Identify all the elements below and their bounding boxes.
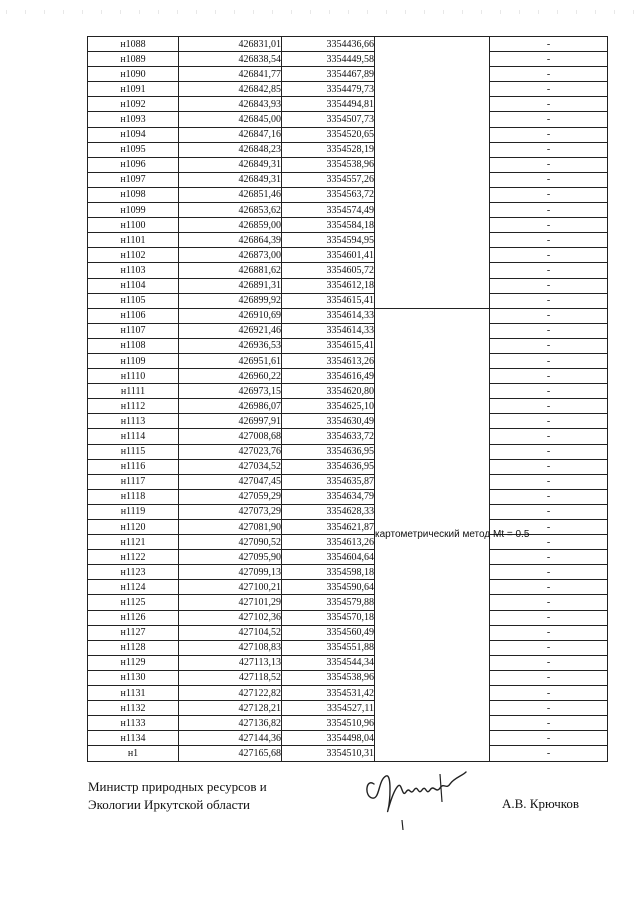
dash-cell: -: [490, 686, 608, 701]
y-coordinate-cell: 3354494,81: [282, 97, 375, 112]
point-id-cell: н1132: [88, 701, 179, 716]
dash-cell: -: [490, 112, 608, 127]
point-id-cell: н1090: [88, 67, 179, 82]
x-coordinate-cell: 427104,52: [179, 625, 282, 640]
y-coordinate-cell: 3354630,49: [282, 414, 375, 429]
dash-cell: -: [490, 535, 608, 550]
point-id-cell: н1109: [88, 353, 179, 368]
table-row: [88, 112, 608, 127]
table-row: [88, 686, 608, 701]
coordinates-table: [87, 36, 608, 762]
point-id-cell: н1103: [88, 263, 179, 278]
dash-cell: -: [490, 218, 608, 233]
table-row: [88, 520, 608, 535]
dash-cell: -: [490, 52, 608, 67]
x-coordinate-cell: 426831,01: [179, 37, 282, 52]
point-id-cell: н1108: [88, 338, 179, 353]
y-coordinate-cell: 3354538,96: [282, 157, 375, 172]
x-coordinate-cell: 426845,00: [179, 112, 282, 127]
point-id-cell: н1094: [88, 127, 179, 142]
dash-cell: -: [490, 187, 608, 202]
table-row: [88, 716, 608, 731]
y-coordinate-cell: 3354574,49: [282, 203, 375, 218]
table-row: [88, 640, 608, 655]
y-coordinate-cell: 3354563,72: [282, 187, 375, 202]
table-row: [88, 489, 608, 504]
y-coordinate-cell: 3354507,73: [282, 112, 375, 127]
x-coordinate-cell: 426921,46: [179, 323, 282, 338]
table-row: [88, 399, 608, 414]
signatory-name: А.В. Крючков: [502, 796, 580, 811]
point-id-cell: н1089: [88, 52, 179, 67]
point-id-cell: н1097: [88, 172, 179, 187]
dash-cell: -: [490, 610, 608, 625]
point-id-cell: н1117: [88, 474, 179, 489]
point-id-cell: н1121: [88, 535, 179, 550]
signatory-position-line1: Министр природных ресурсов и: [88, 779, 267, 794]
point-id-cell: н1118: [88, 489, 179, 504]
point-id-cell: н1106: [88, 308, 179, 323]
table-row: [88, 37, 608, 52]
dash-cell: -: [490, 580, 608, 595]
dash-cell: -: [490, 504, 608, 519]
point-id-cell: н1095: [88, 142, 179, 157]
dash-cell: -: [490, 369, 608, 384]
table-row: [88, 369, 608, 384]
point-id-cell: н1125: [88, 595, 179, 610]
y-coordinate-cell: 3354598,18: [282, 565, 375, 580]
x-coordinate-cell: 427128,21: [179, 701, 282, 716]
y-coordinate-cell: 3354510,31: [282, 746, 375, 761]
dash-cell: -: [490, 459, 608, 474]
x-coordinate-cell: 426899,92: [179, 293, 282, 308]
y-coordinate-cell: 3354635,87: [282, 474, 375, 489]
x-coordinate-cell: 427108,83: [179, 640, 282, 655]
y-coordinate-cell: 3354615,41: [282, 338, 375, 353]
x-coordinate-cell: 426851,46: [179, 187, 282, 202]
scan-artifact-line: [0, 10, 640, 14]
y-coordinate-cell: 3354520,65: [282, 127, 375, 142]
y-coordinate-cell: 3354510,96: [282, 716, 375, 731]
x-coordinate-cell: 427081,90: [179, 520, 282, 535]
table-row: [88, 233, 608, 248]
point-id-cell: н1130: [88, 670, 179, 685]
y-coordinate-cell: 3354551,88: [282, 640, 375, 655]
x-coordinate-cell: 427023,76: [179, 444, 282, 459]
point-id-cell: н1101: [88, 233, 179, 248]
method-cell: картометрический метод Mt = 0.5: [375, 308, 490, 761]
x-coordinate-cell: 426951,61: [179, 353, 282, 368]
dash-cell: -: [490, 338, 608, 353]
table-row: [88, 353, 608, 368]
point-id-cell: н1107: [88, 323, 179, 338]
table-row: [88, 459, 608, 474]
point-id-cell: н1112: [88, 399, 179, 414]
coordinates-table-body: [88, 37, 608, 762]
x-coordinate-cell: 426986,07: [179, 399, 282, 414]
table-row: [88, 384, 608, 399]
y-coordinate-cell: 3354528,19: [282, 142, 375, 157]
x-coordinate-cell: 426848,23: [179, 142, 282, 157]
y-coordinate-cell: 3354633,72: [282, 429, 375, 444]
table-row: [88, 444, 608, 459]
y-coordinate-cell: 3354636,95: [282, 459, 375, 474]
table-row: [88, 338, 608, 353]
table-row: [88, 565, 608, 580]
table-row: [88, 308, 608, 323]
y-coordinate-cell: 3354616,49: [282, 369, 375, 384]
table-row: [88, 323, 608, 338]
point-id-cell: н1134: [88, 731, 179, 746]
dash-cell: -: [490, 142, 608, 157]
y-coordinate-cell: 3354613,26: [282, 535, 375, 550]
x-coordinate-cell: 426843,93: [179, 97, 282, 112]
x-coordinate-cell: 427102,36: [179, 610, 282, 625]
y-coordinate-cell: 3354621,87: [282, 520, 375, 535]
point-id-cell: н1091: [88, 82, 179, 97]
x-coordinate-cell: 427073,29: [179, 504, 282, 519]
dash-cell: -: [490, 550, 608, 565]
point-id-cell: н1115: [88, 444, 179, 459]
table-row: [88, 97, 608, 112]
y-coordinate-cell: 3354560,49: [282, 625, 375, 640]
table-row: [88, 670, 608, 685]
point-id-cell: н1113: [88, 414, 179, 429]
point-id-cell: н1092: [88, 97, 179, 112]
x-coordinate-cell: 426960,22: [179, 369, 282, 384]
table-row: [88, 293, 608, 308]
table-row: [88, 67, 608, 82]
dash-cell: -: [490, 640, 608, 655]
y-coordinate-cell: 3354449,58: [282, 52, 375, 67]
table-row: [88, 414, 608, 429]
x-coordinate-cell: 426910,69: [179, 308, 282, 323]
x-coordinate-cell: 427047,45: [179, 474, 282, 489]
y-coordinate-cell: 3354531,42: [282, 686, 375, 701]
table-row: [88, 731, 608, 746]
table-row: [88, 157, 608, 172]
y-coordinate-cell: 3354605,72: [282, 263, 375, 278]
table-row: [88, 187, 608, 202]
x-coordinate-cell: 426997,91: [179, 414, 282, 429]
point-id-cell: н1105: [88, 293, 179, 308]
point-id-cell: н1088: [88, 37, 179, 52]
table-row: [88, 263, 608, 278]
point-id-cell: н1133: [88, 716, 179, 731]
y-coordinate-cell: 3354614,33: [282, 308, 375, 323]
x-coordinate-cell: 426853,62: [179, 203, 282, 218]
dash-cell: -: [490, 655, 608, 670]
point-id-cell: н1124: [88, 580, 179, 595]
y-coordinate-cell: 3354612,18: [282, 278, 375, 293]
dash-cell: -: [490, 429, 608, 444]
x-coordinate-cell: 427008,68: [179, 429, 282, 444]
handwritten-signature-image: [362, 762, 472, 832]
y-coordinate-cell: 3354436,66: [282, 37, 375, 52]
dash-cell: -: [490, 82, 608, 97]
table-row: [88, 142, 608, 157]
table-row: [88, 218, 608, 233]
y-coordinate-cell: 3354628,33: [282, 504, 375, 519]
table-row: [88, 429, 608, 444]
dash-cell: -: [490, 746, 608, 761]
table-row: [88, 550, 608, 565]
dash-cell: -: [490, 414, 608, 429]
table-row: [88, 474, 608, 489]
table-row: [88, 580, 608, 595]
x-coordinate-cell: 426881,62: [179, 263, 282, 278]
x-coordinate-cell: 426849,31: [179, 172, 282, 187]
table-row: [88, 610, 608, 625]
point-id-cell: н1126: [88, 610, 179, 625]
dash-cell: -: [490, 263, 608, 278]
table-row: [88, 52, 608, 67]
dash-cell: -: [490, 520, 608, 535]
dash-cell: -: [490, 399, 608, 414]
y-coordinate-cell: 3354594,95: [282, 233, 375, 248]
dash-cell: -: [490, 701, 608, 716]
y-coordinate-cell: 3354620,80: [282, 384, 375, 399]
x-coordinate-cell: 427099,13: [179, 565, 282, 580]
dash-cell: -: [490, 203, 608, 218]
table-row: [88, 82, 608, 97]
dash-cell: -: [490, 565, 608, 580]
y-coordinate-cell: 3354579,88: [282, 595, 375, 610]
x-coordinate-cell: 427136,82: [179, 716, 282, 731]
y-coordinate-cell: 3354538,96: [282, 670, 375, 685]
x-coordinate-cell: 426842,85: [179, 82, 282, 97]
x-coordinate-cell: 426864,39: [179, 233, 282, 248]
y-coordinate-cell: 3354613,26: [282, 353, 375, 368]
table-row: [88, 595, 608, 610]
point-id-cell: н1: [88, 746, 179, 761]
point-id-cell: н1127: [88, 625, 179, 640]
table-row: [88, 172, 608, 187]
y-coordinate-cell: 3354636,95: [282, 444, 375, 459]
x-coordinate-cell: 427100,21: [179, 580, 282, 595]
dash-cell: -: [490, 625, 608, 640]
y-coordinate-cell: 3354570,18: [282, 610, 375, 625]
y-coordinate-cell: 3354557,26: [282, 172, 375, 187]
x-coordinate-cell: 427165,68: [179, 746, 282, 761]
dash-cell: -: [490, 233, 608, 248]
method-cell-empty: [375, 37, 490, 309]
table-row: [88, 701, 608, 716]
point-id-cell: н1120: [88, 520, 179, 535]
point-id-cell: н1104: [88, 278, 179, 293]
y-coordinate-cell: 3354479,73: [282, 82, 375, 97]
dash-cell: -: [490, 323, 608, 338]
x-coordinate-cell: 427144,36: [179, 731, 282, 746]
y-coordinate-cell: 3354601,41: [282, 248, 375, 263]
x-coordinate-cell: 427059,29: [179, 489, 282, 504]
point-id-cell: н1093: [88, 112, 179, 127]
table-row: [88, 746, 608, 761]
x-coordinate-cell: 427095,90: [179, 550, 282, 565]
y-coordinate-cell: 3354590,64: [282, 580, 375, 595]
x-coordinate-cell: 426849,31: [179, 157, 282, 172]
dash-cell: -: [490, 595, 608, 610]
x-coordinate-cell: 426936,53: [179, 338, 282, 353]
point-id-cell: н1099: [88, 203, 179, 218]
table-row: [88, 504, 608, 519]
table-row: [88, 127, 608, 142]
table-row: [88, 203, 608, 218]
x-coordinate-cell: 426891,31: [179, 278, 282, 293]
point-id-cell: н1110: [88, 369, 179, 384]
point-id-cell: н1100: [88, 218, 179, 233]
y-coordinate-cell: 3354544,34: [282, 655, 375, 670]
dash-cell: -: [490, 308, 608, 323]
table-row: [88, 535, 608, 550]
y-coordinate-cell: 3354614,33: [282, 323, 375, 338]
dash-cell: -: [490, 293, 608, 308]
x-coordinate-cell: 427122,82: [179, 686, 282, 701]
dash-cell: -: [490, 474, 608, 489]
dash-cell: -: [490, 37, 608, 52]
table-row: [88, 625, 608, 640]
y-coordinate-cell: 3354615,41: [282, 293, 375, 308]
dash-cell: -: [490, 353, 608, 368]
point-id-cell: н1114: [88, 429, 179, 444]
y-coordinate-cell: 3354498,04: [282, 731, 375, 746]
dash-cell: -: [490, 670, 608, 685]
x-coordinate-cell: 426847,16: [179, 127, 282, 142]
point-id-cell: н1128: [88, 640, 179, 655]
table-row: [88, 278, 608, 293]
dash-cell: -: [490, 278, 608, 293]
x-coordinate-cell: 427101,29: [179, 595, 282, 610]
dash-cell: -: [490, 444, 608, 459]
point-id-cell: н1116: [88, 459, 179, 474]
x-coordinate-cell: 426841,77: [179, 67, 282, 82]
dash-cell: -: [490, 127, 608, 142]
x-coordinate-cell: 427090,52: [179, 535, 282, 550]
table-row: [88, 248, 608, 263]
x-coordinate-cell: 427113,13: [179, 655, 282, 670]
dash-cell: -: [490, 489, 608, 504]
point-id-cell: н1131: [88, 686, 179, 701]
x-coordinate-cell: 426859,00: [179, 218, 282, 233]
dash-cell: -: [490, 731, 608, 746]
point-id-cell: н1129: [88, 655, 179, 670]
dash-cell: -: [490, 248, 608, 263]
y-coordinate-cell: 3354625,10: [282, 399, 375, 414]
y-coordinate-cell: 3354527,11: [282, 701, 375, 716]
point-id-cell: н1119: [88, 504, 179, 519]
dash-cell: -: [490, 384, 608, 399]
x-coordinate-cell: 426973,15: [179, 384, 282, 399]
point-id-cell: н1123: [88, 565, 179, 580]
y-coordinate-cell: 3354634,79: [282, 489, 375, 504]
x-coordinate-cell: 426838,54: [179, 52, 282, 67]
dash-cell: -: [490, 67, 608, 82]
dash-cell: -: [490, 157, 608, 172]
dash-cell: -: [490, 716, 608, 731]
signatory-position: [88, 778, 267, 814]
point-id-cell: н1098: [88, 187, 179, 202]
dash-cell: -: [490, 97, 608, 112]
dash-cell: -: [490, 172, 608, 187]
x-coordinate-cell: 427034,52: [179, 459, 282, 474]
point-id-cell: н1096: [88, 157, 179, 172]
y-coordinate-cell: 3354467,89: [282, 67, 375, 82]
y-coordinate-cell: 3354584,18: [282, 218, 375, 233]
x-coordinate-cell: 426873,00: [179, 248, 282, 263]
y-coordinate-cell: 3354604,64: [282, 550, 375, 565]
point-id-cell: н1122: [88, 550, 179, 565]
table-row: [88, 655, 608, 670]
x-coordinate-cell: 427118,52: [179, 670, 282, 685]
point-id-cell: н1111: [88, 384, 179, 399]
point-id-cell: н1102: [88, 248, 179, 263]
signatory-position-line2: Экологии Иркутской области: [88, 797, 250, 812]
